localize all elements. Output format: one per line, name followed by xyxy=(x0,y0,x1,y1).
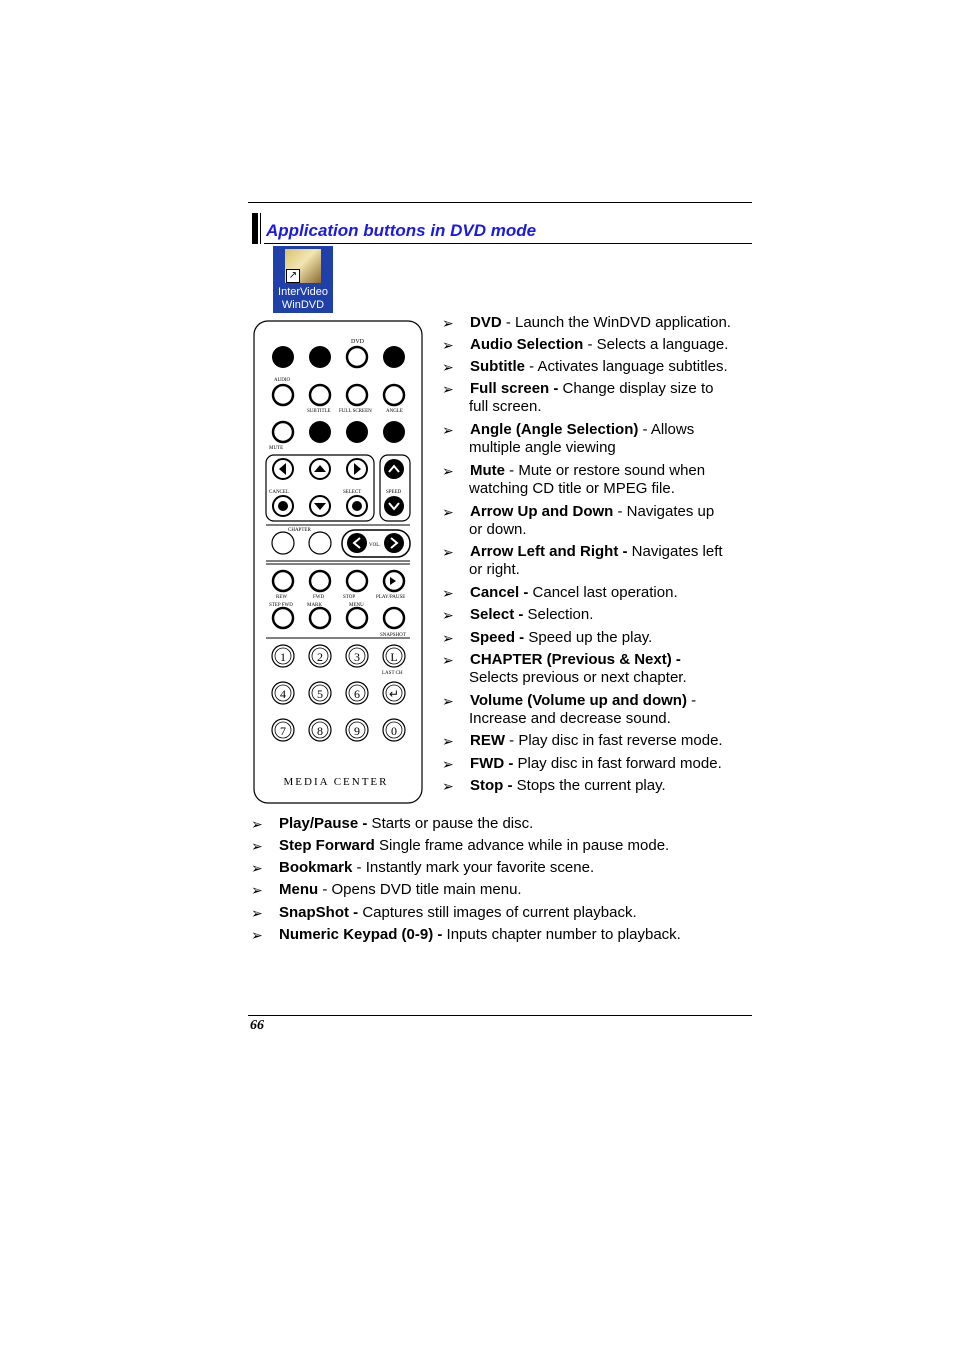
feature-desc: Change display size to xyxy=(558,380,714,397)
feature-desc-cont: or right. xyxy=(469,561,520,578)
fullscreen-button xyxy=(347,385,367,405)
feature-item xyxy=(470,358,728,376)
remote-button xyxy=(309,421,331,443)
feature-name: Volume (Volume up and down) xyxy=(470,692,687,709)
section-title: Application buttons in DVD mode xyxy=(266,221,537,240)
bullet-icon: ➢ xyxy=(442,778,454,794)
cancel-dot-icon xyxy=(278,501,288,511)
feature-item xyxy=(470,629,652,647)
label-select: SELECT xyxy=(343,490,362,495)
feature-desc: Selection. xyxy=(523,606,594,623)
bullet-icon: ➢ xyxy=(442,359,454,375)
feature-name: Bookmark xyxy=(279,859,353,876)
title-underline xyxy=(264,243,752,244)
bullet-icon: ➢ xyxy=(251,816,263,832)
feature-desc-cont: Selects previous or next chapter. xyxy=(469,669,687,686)
label-cancel: CANCEL xyxy=(269,490,289,495)
bullet-icon: ➢ xyxy=(442,607,454,623)
label-angle: ANGLE xyxy=(386,409,403,414)
feature-item xyxy=(279,815,533,833)
bullet-icon: ➢ xyxy=(442,652,454,668)
bullet-icon: ➢ xyxy=(442,337,454,353)
feature-name: Subtitle xyxy=(470,358,525,375)
bullet-icon: ➢ xyxy=(251,838,263,854)
feature-name: Audio Selection xyxy=(470,336,584,353)
label-menu: MENU xyxy=(349,603,364,608)
label-rew: REW xyxy=(276,595,288,600)
label-fullscreen: FULL SCREEN xyxy=(339,409,372,414)
page-number: 66 xyxy=(250,1018,264,1033)
label-audio: AUDIO xyxy=(274,378,291,383)
dvd-button xyxy=(347,347,367,367)
bullet-icon: ➢ xyxy=(442,381,454,397)
feature-item xyxy=(470,503,714,521)
key-enter: ↵ xyxy=(388,687,400,701)
label-stop: STOP xyxy=(343,595,356,600)
menu-button xyxy=(347,608,367,628)
speed-up-button xyxy=(384,459,404,479)
feature-item xyxy=(470,421,694,439)
bullet-icon: ➢ xyxy=(442,463,454,479)
feature-name: Cancel - xyxy=(470,584,529,601)
key-6: 6 xyxy=(354,687,360,701)
feature-desc: - Allows xyxy=(638,421,695,438)
feature-item xyxy=(279,904,637,922)
footer-rule xyxy=(248,1015,752,1016)
app-icon-label-line1: InterVideo xyxy=(278,286,328,298)
feature-desc: - Selects a language. xyxy=(583,336,729,353)
remote-button xyxy=(272,346,294,368)
feature-item xyxy=(470,651,681,669)
feature-desc: Cancel last operation. xyxy=(528,584,678,601)
stop-button xyxy=(347,571,367,591)
key-last-ch: L xyxy=(390,650,398,664)
feature-desc: - xyxy=(686,692,697,709)
bullet-icon: ➢ xyxy=(442,733,454,749)
feature-desc-cont: multiple angle viewing xyxy=(469,439,616,456)
bullet-icon: ➢ xyxy=(251,860,263,876)
remote-button xyxy=(383,346,405,368)
feature-desc: - Launch the WinDVD application. xyxy=(501,314,731,331)
feature-name: Full screen - xyxy=(470,380,559,397)
feature-item xyxy=(470,777,666,795)
feature-item xyxy=(470,606,593,624)
key-0: 0 xyxy=(391,724,397,738)
key-3: 3 xyxy=(354,650,360,664)
remote-button xyxy=(346,421,368,443)
feature-item xyxy=(279,859,594,877)
key-9: 9 xyxy=(354,724,360,738)
bullet-icon: ➢ xyxy=(442,422,454,438)
label-mute: MUTE xyxy=(269,446,284,451)
feature-desc: Play disc in fast forward mode. xyxy=(513,755,722,772)
feature-desc: - Instantly mark your favorite scene. xyxy=(352,859,595,876)
feature-name: Angle (Angle Selection) xyxy=(470,421,639,438)
mute-button xyxy=(273,422,293,442)
feature-item xyxy=(470,336,728,354)
key-4: 4 xyxy=(280,687,286,701)
shortcut-arrow-icon: ↗ xyxy=(286,269,300,283)
audio-button xyxy=(273,385,293,405)
feature-desc: - Play disc in fast reverse mode. xyxy=(505,732,723,749)
feature-name: Arrow Left and Right - xyxy=(470,543,628,560)
feature-desc: Captures still images of current playback. xyxy=(358,904,637,921)
feature-name: CHAPTER (Previous & Next) - xyxy=(470,651,681,668)
key-5: 5 xyxy=(317,687,323,701)
feature-desc-cont: full screen. xyxy=(469,398,542,415)
feature-item xyxy=(470,755,722,773)
feature-name: Speed - xyxy=(470,629,525,646)
remote-button xyxy=(309,346,331,368)
bullet-icon: ➢ xyxy=(442,504,454,520)
feature-name: SnapShot - xyxy=(279,904,359,921)
fwd-button xyxy=(310,571,330,591)
title-bar-mark xyxy=(252,213,258,244)
rew-button xyxy=(273,571,293,591)
feature-item xyxy=(470,462,705,480)
title-bar-mark-thin xyxy=(260,213,261,244)
feature-desc: Speed up the play. xyxy=(524,629,653,646)
bookmark-button xyxy=(310,608,330,628)
bullet-icon: ➢ xyxy=(442,585,454,601)
label-snapshot: SNAPSHOT xyxy=(380,633,406,638)
bullet-icon: ➢ xyxy=(442,315,454,331)
key-2: 2 xyxy=(317,650,323,664)
key-7: 7 xyxy=(280,724,286,738)
label-stepfwd: STEP FWD xyxy=(269,603,293,608)
feature-name: Menu xyxy=(279,881,319,898)
app-icon-label-line2: WinDVD xyxy=(281,299,325,311)
bullet-icon: ➢ xyxy=(251,927,263,943)
bullet-icon: ➢ xyxy=(442,544,454,560)
label-subtitle: SUBTITLE xyxy=(307,409,331,414)
feature-desc: - Mute or restore sound when xyxy=(505,462,706,479)
subtitle-button xyxy=(310,385,330,405)
label-speed: SPEED xyxy=(386,490,402,495)
feature-item xyxy=(279,881,522,899)
feature-desc: Stops the current play. xyxy=(512,777,666,794)
feature-item xyxy=(279,837,669,855)
feature-desc: - Navigates up xyxy=(613,503,715,520)
label-chapter: CHAPTER xyxy=(288,528,311,533)
feature-item xyxy=(470,380,713,398)
feature-desc: Single frame advance while in pause mode. xyxy=(374,837,670,854)
angle-button xyxy=(384,385,404,405)
bullet-icon: ➢ xyxy=(251,882,263,898)
feature-name: Step Forward xyxy=(279,837,375,854)
remote-control-illustration xyxy=(250,318,430,808)
feature-desc-cont: watching CD title or MPEG file. xyxy=(469,480,675,497)
remote-button xyxy=(383,421,405,443)
step-forward-button xyxy=(273,608,293,628)
key-1: 1 xyxy=(280,650,286,664)
feature-name: Select - xyxy=(470,606,524,623)
feature-desc: Starts or pause the disc. xyxy=(367,815,534,832)
feature-item xyxy=(279,926,681,944)
feature-name: DVD xyxy=(470,314,502,331)
feature-name: FWD - xyxy=(470,755,514,772)
feature-desc-cont: Increase and decrease sound. xyxy=(469,710,671,727)
feature-item xyxy=(470,584,678,602)
label-fwd: FWD xyxy=(313,595,325,600)
bullet-icon: ➢ xyxy=(251,905,263,921)
label-vol: VOL. xyxy=(369,543,381,548)
feature-name: Stop - xyxy=(470,777,513,794)
feature-item xyxy=(470,732,723,750)
speed-down-button xyxy=(384,496,404,516)
feature-item xyxy=(470,692,696,710)
top-rule xyxy=(248,202,752,203)
key-8: 8 xyxy=(317,724,323,738)
label-mark: MARK xyxy=(307,603,323,608)
label-playpause: PLAY/PAUSE xyxy=(376,595,406,600)
feature-name: Numeric Keypad (0-9) - xyxy=(279,926,443,943)
feature-name: Arrow Up and Down xyxy=(470,503,614,520)
volume-up-button xyxy=(384,533,404,553)
select-dot-icon xyxy=(352,501,362,511)
chapter-prev-button xyxy=(272,532,294,554)
bullet-icon: ➢ xyxy=(442,756,454,772)
feature-item xyxy=(470,543,723,561)
feature-desc: Navigates left xyxy=(627,543,723,560)
label-lastch: LAST CH xyxy=(382,671,403,676)
remote-brand: MEDIA CENTER xyxy=(283,776,389,788)
feature-name: Mute xyxy=(470,462,505,479)
feature-desc: - Opens DVD title main menu. xyxy=(318,881,522,898)
feature-name: Play/Pause - xyxy=(279,815,368,832)
bullet-icon: ➢ xyxy=(442,630,454,646)
feature-item xyxy=(470,314,731,332)
feature-desc-cont: or down. xyxy=(469,521,527,538)
app-icon-label xyxy=(273,286,333,312)
feature-desc: Inputs chapter number to playback. xyxy=(442,926,681,943)
feature-name: REW xyxy=(470,732,505,749)
snapshot-button xyxy=(384,608,404,628)
label-dvd: DVD xyxy=(351,339,364,345)
bullet-icon: ➢ xyxy=(442,693,454,709)
volume-down-button xyxy=(347,533,367,553)
feature-desc: - Activates language subtitles. xyxy=(525,358,728,375)
chapter-next-button xyxy=(309,532,331,554)
